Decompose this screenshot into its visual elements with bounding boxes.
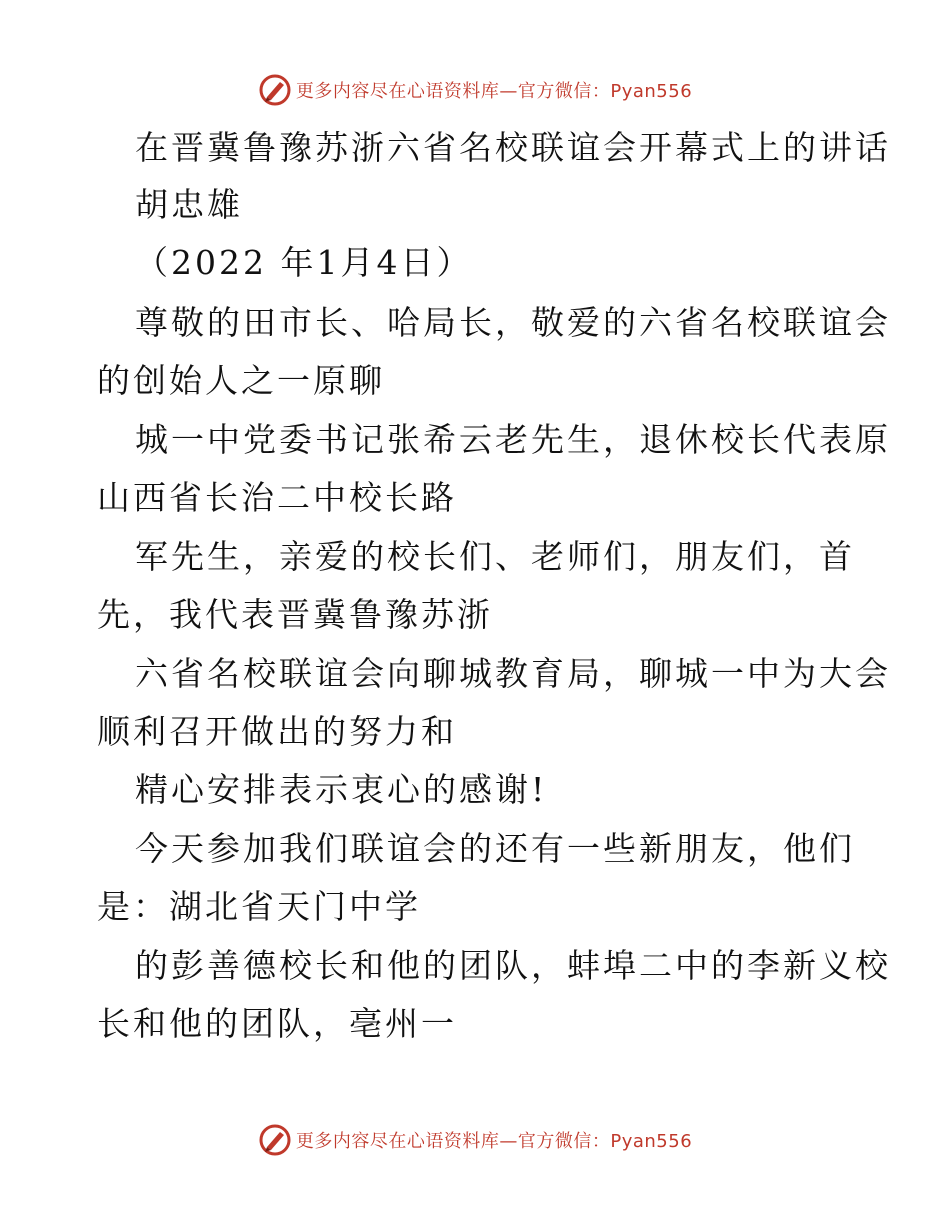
document-date: （2022 年1月4日）	[135, 243, 473, 282]
banner-text: 更多内容尽在心语资料库—官方微信：Pyan556	[295, 1131, 693, 1152]
document-author: 胡忠雄	[135, 185, 243, 224]
paragraph-line: 军先生，亲爱的校长们、老师们，朋友们，首	[135, 537, 855, 576]
banner-text: 更多内容尽在心语资料库—官方微信：Pyan556	[295, 81, 693, 102]
paragraph-line: 精心安排表示衷心的感谢!	[135, 770, 548, 809]
header-banner	[0, 70, 950, 110]
paragraph-line: 长和他的团队，亳州一	[97, 1004, 457, 1043]
paragraph-line: 先，我代表晋冀鲁豫苏浙	[97, 595, 493, 634]
paragraph-line: 的创始人之一原聊	[97, 361, 385, 400]
paragraph-line: 六省名校联谊会向聊城教育局，聊城一中为大会	[135, 654, 891, 693]
pen-logo-icon	[258, 73, 292, 107]
paragraph-line: 城一中党委书记张希云老先生，退休校长代表原	[135, 420, 891, 459]
footer-banner	[0, 1120, 950, 1160]
paragraph-line: 山西省长治二中校长路	[97, 478, 457, 517]
paragraph-line: 今天参加我们联谊会的还有一些新朋友，他们	[135, 829, 855, 868]
paragraph-line: 尊敬的田市长、哈局长，敬爱的六省名校联谊会	[135, 303, 891, 342]
document-title: 在晋冀鲁豫苏浙六省名校联谊会开幕式上的讲话	[135, 128, 891, 167]
paragraph-line: 顺利召开做出的努力和	[97, 712, 457, 751]
paragraph-line: 是：湖北省天门中学	[97, 887, 421, 926]
paragraph-line: 的彭善德校长和他的团队，蚌埠二中的李新义校	[135, 946, 891, 985]
pen-logo-icon	[258, 1123, 292, 1157]
